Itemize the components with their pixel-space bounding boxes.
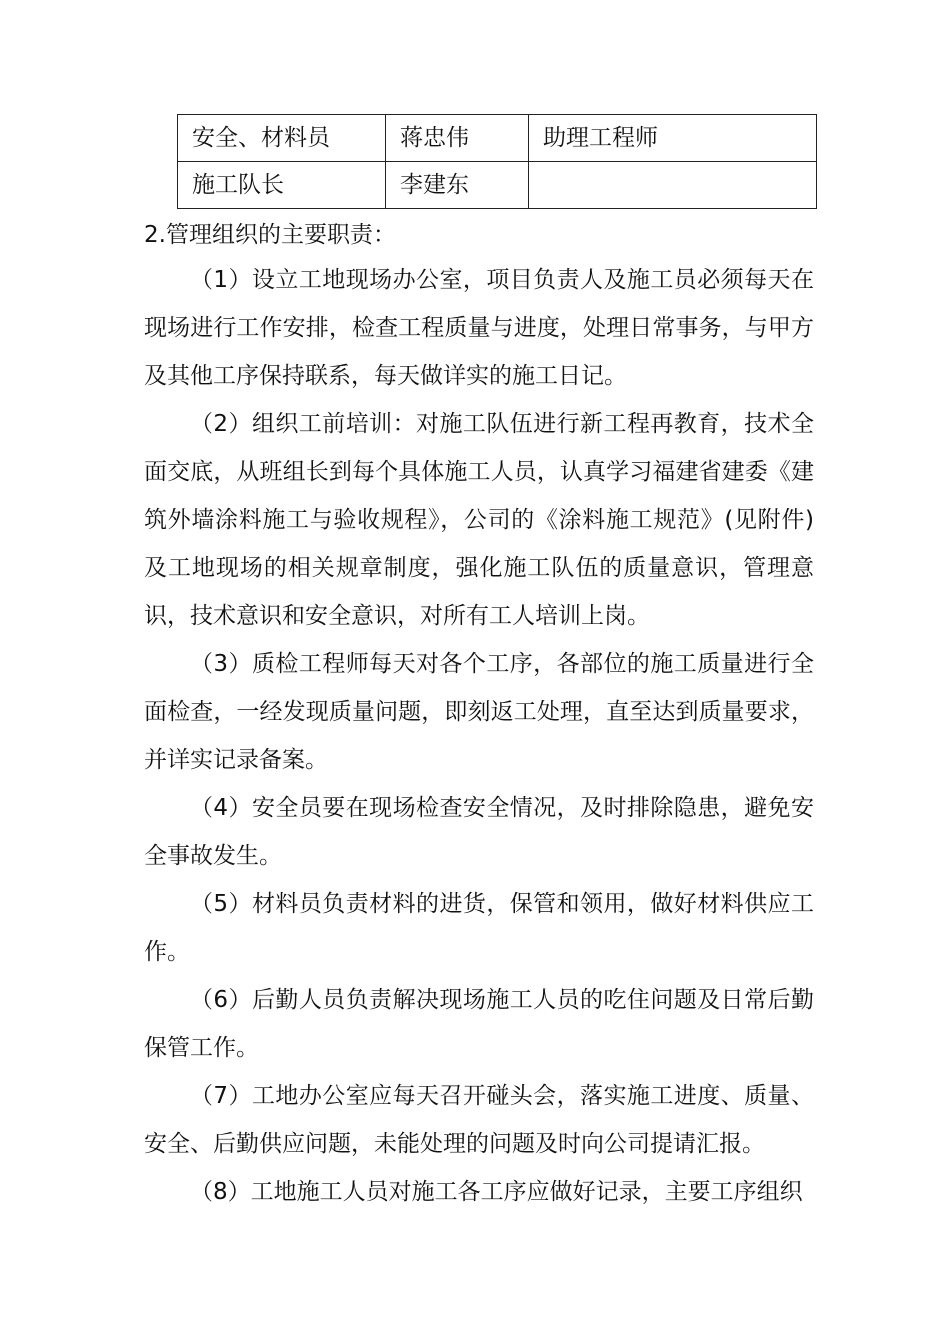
paragraph: （4）安全员要在现场检查安全情况，及时排除隐患，避免安全事故发生。 [144,795,814,869]
paragraph: （2）组织工前培训：对施工队伍进行新工程再教育，技术全面交底，从班组长到每个具体施工人员，认真学习福建省建委《建筑外墙涂料施工与验收规程》，公司的《涂料施工规范》(见附件)及工地现场的相关规章制度，强化施工队伍的质量意识，管理意识，技术意识和安全意识，对所有工人培训上岗。 [144,411,814,629]
paragraph: （5）材料员负责材料的进货，保管和领用，做好材料供应工作。 [144,891,814,965]
paragraph: （8）工地施工人员对施工各工序应做好记录，主要工序组织 [190,1179,803,1205]
paragraph: （6）后勤人员负责解决现场施工人员的吃住问题及日常后勤保管工作。 [144,987,814,1061]
paragraph: （3）质检工程师每天对各个工序，各部位的施工质量进行全面检查，一经发现质量问题，即刻返工处理，直至达到质量要求，并详实记录备案。 [144,651,814,773]
table-cell: 安全、材料员 [178,115,386,162]
table-cell [529,162,817,209]
staff-table [177,114,817,209]
table-row [178,162,817,209]
table-cell: 施工队长 [178,162,386,209]
table-row [178,115,817,162]
table-cell: 李建东 [386,162,529,209]
table-cell: 蒋忠伟 [386,115,529,162]
section-heading: 2.管理组织的主要职责： [144,222,396,248]
responsibilities-section [144,214,814,1216]
table-cell: 助理工程师 [529,115,817,162]
paragraph: （7）工地办公室应每天召开碰头会，落实施工进度、质量、安全、后勤供应问题，未能处理的问题及时向公司提请汇报。 [144,1083,814,1157]
paragraph: （1）设立工地现场办公室，项目负责人及施工员必须每天在现场进行工作安排，检查工程质量与进度，处理日常事务，与甲方及其他工序保持联系，每天做详实的施工日记。 [144,267,814,389]
